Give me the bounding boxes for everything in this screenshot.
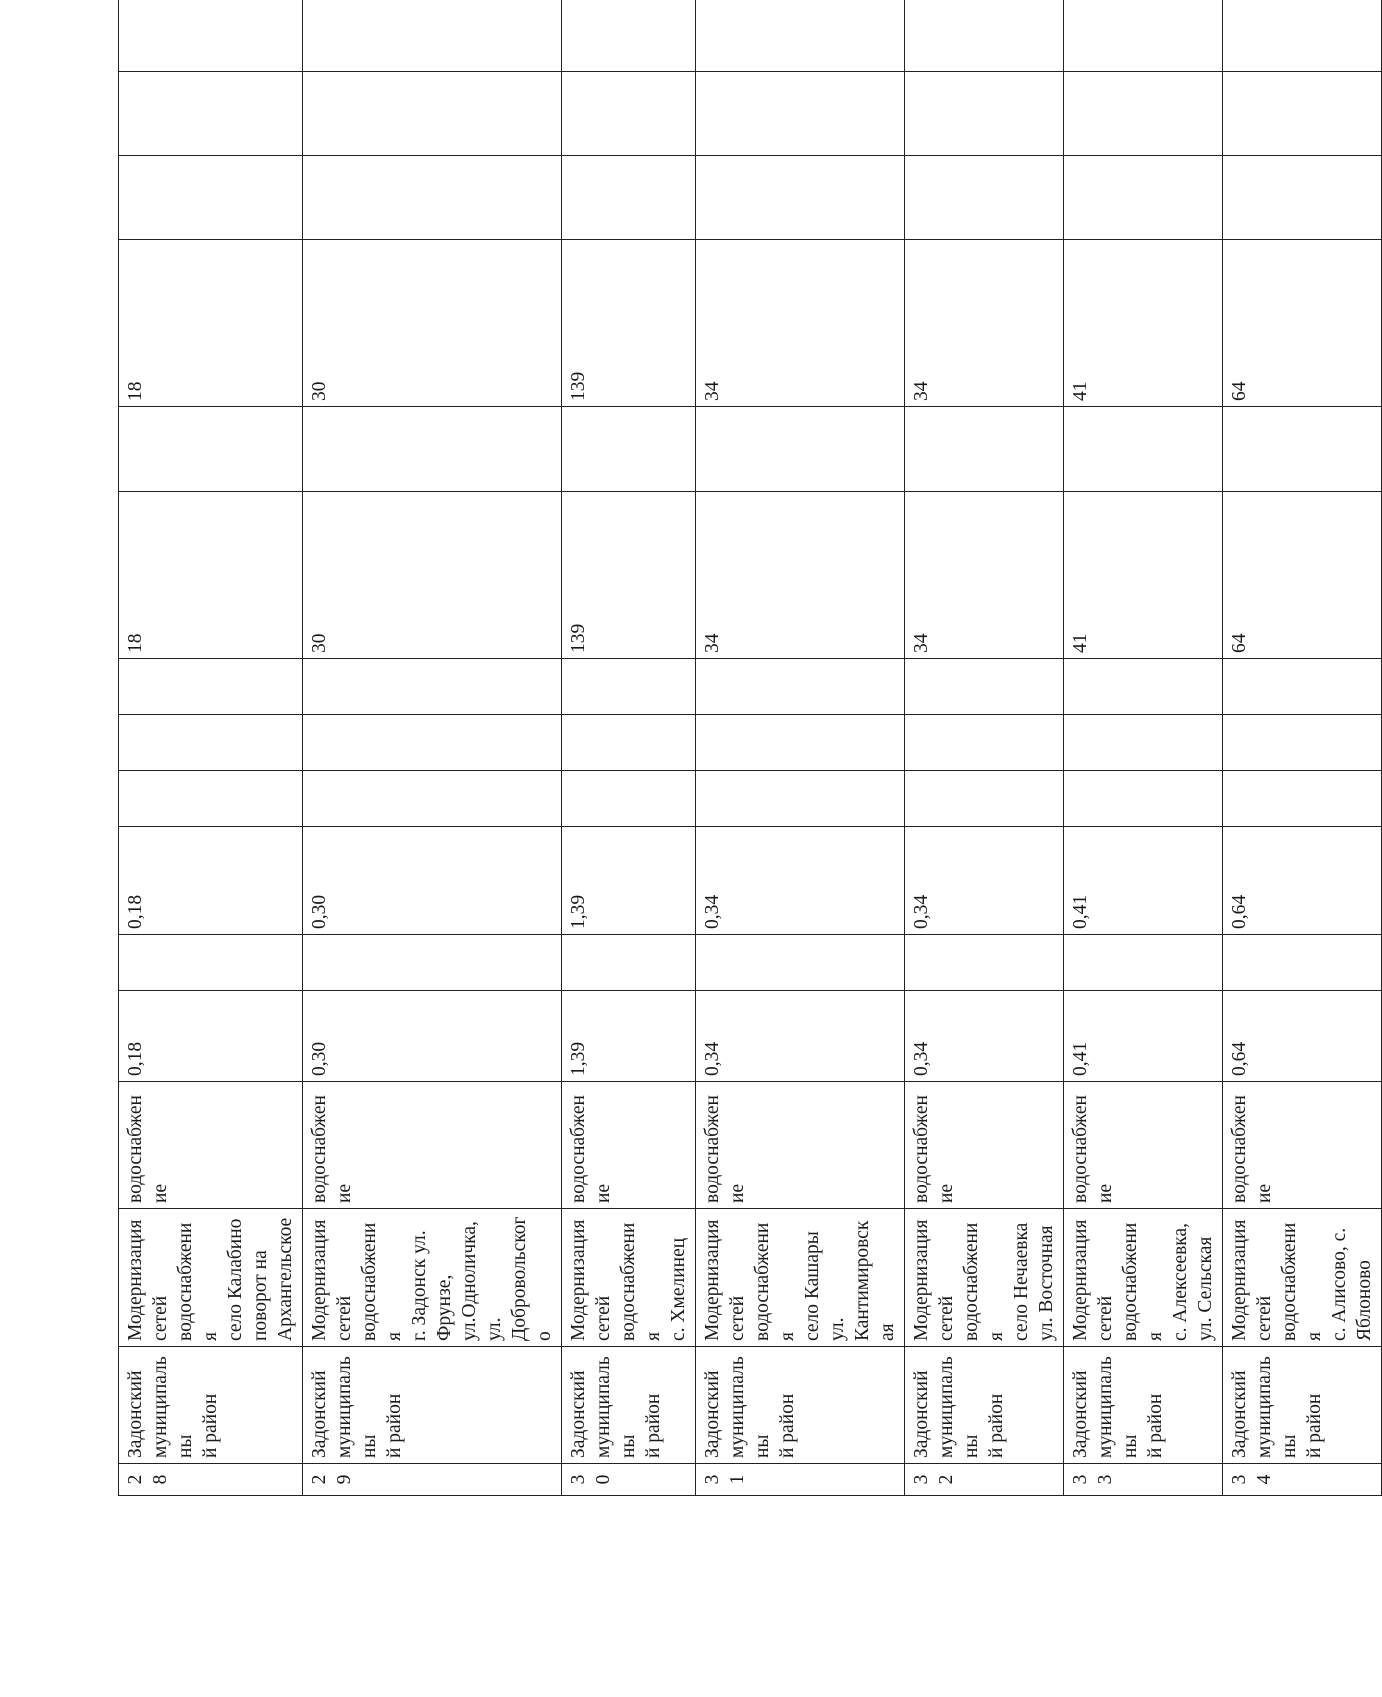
project-line: Модернизация [702,1219,723,1341]
type-cell [119,1082,303,1209]
type-line: водоснабжен [911,1095,932,1203]
type-line: ие [334,1183,355,1203]
district-line: й район [1145,1393,1166,1458]
empty-cell-10 [562,156,696,240]
project-cell [303,1209,562,1347]
project-line: Модернизация [125,1219,146,1341]
row-number-digit: 2 [936,1474,957,1485]
value-cell-9: 41 [1064,240,1223,407]
row-number-cell [562,1464,696,1496]
value-cell-3: 0,41 [1064,827,1223,935]
table-row [905,0,1064,1496]
empty-cell-12 [303,0,562,72]
empty-cell-10 [1064,156,1223,240]
project-line: сетей [936,1295,957,1341]
type-line: водоснабжен [702,1095,723,1203]
empty-cell-6 [1064,659,1223,715]
value-cell-3: 1,39 [562,827,696,935]
project-line: ул. Сельская [1195,1236,1216,1341]
project-line: село Нечаевка [1011,1222,1032,1341]
row-number-cell [696,1464,905,1496]
district-line: Задонский [568,1370,589,1458]
empty-cell-2 [1064,935,1223,991]
empty-cell-2 [303,935,562,991]
empty-cell-8 [119,407,303,492]
empty-cell-11 [303,72,562,156]
empty-cell-8 [562,407,696,492]
empty-cell-4 [303,771,562,827]
district-cell [303,1347,562,1464]
type-line: водоснабжен [568,1095,589,1203]
type-line: водоснабжен [309,1095,330,1203]
district-line: Задонский [702,1370,723,1458]
type-line: ие [1095,1183,1116,1203]
district-line: й район [200,1393,221,1458]
type-line: водоснабжен [125,1095,146,1203]
value-cell-7: 34 [905,492,1064,659]
project-line: поворот на [250,1250,271,1341]
empty-cell-4 [562,771,696,827]
project-line: сетей [1254,1295,1275,1341]
project-line: с. Алисово, с. [1329,1227,1350,1341]
project-line: водоснабжения [359,1222,405,1341]
empty-cell-11 [1223,72,1382,156]
district-line: Задонский [1070,1370,1091,1458]
district-line: й район [643,1393,664,1458]
value-cell-7: 18 [119,492,303,659]
empty-cell-6 [905,659,1064,715]
water-supply-table [118,0,1382,1496]
project-line: с. Алексеевка, [1170,1223,1191,1341]
district-line: муниципальны [936,1356,982,1458]
project-line: сетей [1095,1295,1116,1341]
project-line: Кантимировская [852,1220,898,1341]
empty-cell-12 [1223,0,1382,72]
empty-cell-8 [696,407,905,492]
project-line: сетей [150,1295,171,1341]
empty-cell-12 [696,0,905,72]
project-line: село Калабино [225,1218,246,1341]
table-row [303,0,562,1496]
type-line: водоснабжен [1070,1095,1091,1203]
project-line: водоснабжения [752,1222,798,1341]
district-line: муниципальны [727,1356,773,1458]
row-number-cell [1064,1464,1223,1496]
value-cell-9: 34 [696,240,905,407]
district-line: й район [384,1393,405,1458]
row-number-cell [119,1464,303,1496]
empty-cell-11 [696,72,905,156]
empty-cell-5 [562,715,696,771]
project-line: Яблоново [1354,1260,1375,1341]
district-line: Задонский [1229,1370,1250,1458]
empty-cell-8 [905,407,1064,492]
row-number-digit: 4 [1254,1474,1275,1485]
empty-cell-11 [562,72,696,156]
empty-cell-2 [696,935,905,991]
table-row [1064,0,1223,1496]
district-line: Задонский [911,1370,932,1458]
district-line: муниципальны [593,1356,639,1458]
rotated-table-wrapper [118,55,1375,1496]
empty-cell-4 [119,771,303,827]
row-number-cell [905,1464,1064,1496]
district-line: муниципальны [150,1356,196,1458]
empty-cell-2 [119,935,303,991]
project-line: ул. [484,1317,505,1341]
district-cell [1064,1347,1223,1464]
project-cell [696,1209,905,1347]
empty-cell-8 [1223,407,1382,492]
empty-cell-8 [1064,407,1223,492]
type-line: ие [1254,1183,1275,1203]
empty-cell-4 [1064,771,1223,827]
empty-cell-4 [696,771,905,827]
value-cell-1: 0,41 [1064,991,1223,1082]
empty-cell-2 [905,935,1064,991]
project-line: водоснабжения [961,1222,1007,1341]
district-line: й район [1304,1393,1325,1458]
district-cell [1223,1347,1382,1464]
empty-cell-10 [303,156,562,240]
project-cell [905,1209,1064,1347]
row-number-digit: 0 [593,1474,614,1485]
row-number-digit: 1 [727,1474,748,1485]
empty-cell-11 [905,72,1064,156]
district-line: Задонский [125,1370,146,1458]
empty-cell-4 [905,771,1064,827]
project-line: сетей [334,1295,355,1341]
district-line: й район [986,1393,1007,1458]
row-number-digit: 2 [309,1474,330,1485]
value-cell-1: 1,39 [562,991,696,1082]
row-number-digit: 2 [125,1474,146,1485]
project-cell [1223,1209,1382,1347]
project-cell [119,1209,303,1347]
value-cell-7: 34 [696,492,905,659]
value-cell-3: 0,34 [905,827,1064,935]
table-row [119,0,303,1496]
empty-cell-10 [905,156,1064,240]
value-cell-1: 0,64 [1223,991,1382,1082]
empty-cell-12 [1064,0,1223,72]
type-cell [303,1082,562,1209]
project-line: село Кашары ул. [802,1231,848,1341]
value-cell-3: 0,30 [303,827,562,935]
project-line: водоснабжения [175,1222,221,1341]
project-line: сетей [727,1295,748,1341]
project-line: Модернизация [309,1219,330,1341]
row-number-digit: 3 [1070,1474,1091,1485]
value-cell-7: 30 [303,492,562,659]
empty-cell-5 [1223,715,1382,771]
project-line: сетей [593,1295,614,1341]
project-line: Модернизация [1070,1219,1091,1341]
district-cell [696,1347,905,1464]
row-number-cell [303,1464,562,1496]
project-line: ул.Одноличка, [459,1221,480,1341]
project-line: Фрунзе, [434,1274,455,1341]
project-cell [562,1209,696,1347]
empty-cell-6 [303,659,562,715]
project-line: с. Хмелинец [668,1237,689,1341]
project-cell [1064,1209,1223,1347]
project-line: водоснабжения [618,1222,664,1341]
empty-cell-10 [1223,156,1382,240]
district-line: й район [777,1393,798,1458]
value-cell-9: 64 [1223,240,1382,407]
district-cell [905,1347,1064,1464]
type-line: ие [150,1183,171,1203]
row-number-cell [1223,1464,1382,1496]
value-cell-7: 64 [1223,492,1382,659]
table-row [562,0,696,1496]
empty-cell-8 [303,407,562,492]
type-line: ие [936,1183,957,1203]
project-line: Добровольского [509,1216,555,1341]
value-cell-9: 30 [303,240,562,407]
empty-cell-2 [1223,935,1382,991]
table-row [1223,0,1382,1496]
district-line: муниципальны [1095,1356,1141,1458]
type-line: водоснабжен [1229,1095,1250,1203]
empty-cell-5 [119,715,303,771]
empty-cell-12 [562,0,696,72]
empty-cell-5 [1064,715,1223,771]
empty-cell-5 [696,715,905,771]
type-cell [1223,1082,1382,1209]
type-cell [562,1082,696,1209]
value-cell-1: 0,18 [119,991,303,1082]
project-line: Модернизация [1229,1219,1250,1341]
empty-cell-10 [119,156,303,240]
value-cell-3: 0,34 [696,827,905,935]
empty-cell-11 [119,72,303,156]
row-number-digit: 8 [150,1474,171,1485]
empty-cell-5 [303,715,562,771]
district-cell [562,1347,696,1464]
empty-cell-11 [1064,72,1223,156]
row-number-digit: 3 [568,1474,589,1485]
project-line: г. Задонск ул. [409,1230,430,1341]
row-number-digit: 3 [911,1474,932,1485]
value-cell-1: 0,30 [303,991,562,1082]
table-row [696,0,905,1496]
project-line: Модернизация [568,1219,589,1341]
type-cell [696,1082,905,1209]
table-body [119,0,1382,1496]
value-cell-1: 0,34 [696,991,905,1082]
empty-cell-12 [905,0,1064,72]
district-line: муниципальны [1254,1356,1300,1458]
empty-cell-12 [119,0,303,72]
project-line: Модернизация [911,1219,932,1341]
row-number-digit: 9 [334,1474,355,1485]
district-cell [119,1347,303,1464]
type-line: ие [727,1183,748,1203]
type-cell [905,1082,1064,1209]
district-line: муниципальны [334,1356,380,1458]
row-number-digit: 3 [1229,1474,1250,1485]
row-number-digit: 3 [702,1474,723,1485]
empty-cell-10 [696,156,905,240]
empty-cell-6 [119,659,303,715]
value-cell-7: 41 [1064,492,1223,659]
project-line: водоснабжения [1279,1222,1325,1341]
row-number-digit: 3 [1095,1474,1116,1485]
type-cell [1064,1082,1223,1209]
project-line: Архангельское [275,1217,296,1341]
district-line: Задонский [309,1370,330,1458]
type-line: ие [593,1183,614,1203]
empty-cell-6 [1223,659,1382,715]
empty-cell-5 [905,715,1064,771]
value-cell-3: 0,64 [1223,827,1382,935]
empty-cell-4 [1223,771,1382,827]
value-cell-1: 0,34 [905,991,1064,1082]
project-line: ул. Восточная [1036,1225,1057,1341]
value-cell-7: 139 [562,492,696,659]
value-cell-3: 0,18 [119,827,303,935]
empty-cell-2 [562,935,696,991]
project-line: водоснабжения [1120,1222,1166,1341]
empty-cell-6 [696,659,905,715]
value-cell-9: 34 [905,240,1064,407]
value-cell-9: 139 [562,240,696,407]
empty-cell-6 [562,659,696,715]
value-cell-9: 18 [119,240,303,407]
